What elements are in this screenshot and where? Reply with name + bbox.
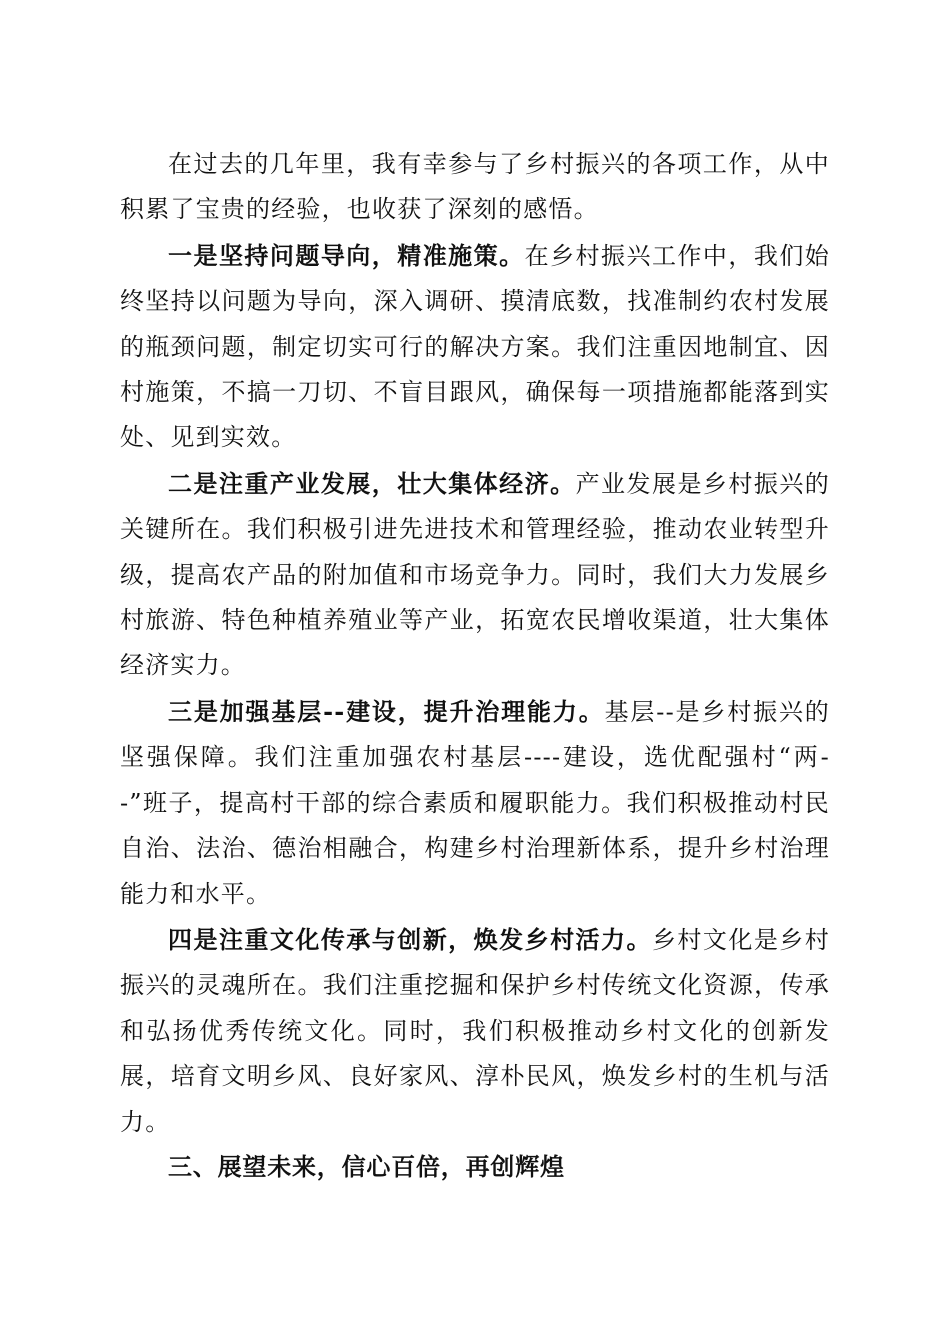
point-body-4: 乡村文化是乡村振兴的灵魂所在。我们注重挖掘和保护乡村传统文化资源，传承和弘扬优秀传统文化。同时，我们积极推动乡村文化的创新发展，培育文明乡风、良好家风、淳朴民风，焕发乡村的生机与活力。: [120, 925, 830, 1136]
point-body-1: 在乡村振兴工作中，我们始终坚持以问题为导向，深入调研、摸清底数，找准制约农村发展的瓶颈问题，制定切实可行的解决方案。我们注重因地制宜、因村施策，不搞一刀切、不盲目跟风，确保每一项措施都能落到实处、见到实效。: [120, 241, 830, 452]
point-lead-1: 一是坚持问题导向，精准施策。: [168, 240, 525, 270]
point-paragraph-3: [120, 689, 830, 917]
intro-paragraph: 在过去的几年里，我有幸参与了乡村振兴的各项工作，从中积累了宝贵的经验，也收获了深刻的感悟。: [120, 150, 830, 224]
document-body: [120, 142, 830, 1190]
section-heading: 三、展望未来，信心百倍，再创辉煌: [168, 1152, 565, 1181]
point-lead-2: 二是注重产业发展，壮大集体经济。: [168, 468, 576, 498]
point-paragraph-4: [120, 917, 830, 1145]
point-body-2: 产业发展是乡村振兴的关键所在。我们积极引进先进技术和管理经验，推动农业转型升级，提高农产品的附加值和市场竞争力。同时，我们大力发展乡村旅游、特色种植养殖业等产业，拓宽农民增收渠道，壮大集体经济实力。: [120, 469, 831, 680]
point-lead-3: 三是加强基层--建设，提升治理能力。: [168, 696, 605, 726]
point-paragraph-2: [120, 461, 830, 689]
point-lead-4: 四是注重文化传承与创新，焕发乡村活力。: [168, 924, 652, 954]
point-body-3: 基层--是乡村振兴的坚强保障。我们注重加强农村基层----建设，选优配强村“两--”班子，提高村干部的综合素质和履职能力。我们积极推动村民自治、法治、德治相融合，构建乡村治理新体系，提升乡村治理能力和水平。: [120, 697, 830, 908]
point-paragraph-1: [120, 233, 830, 461]
